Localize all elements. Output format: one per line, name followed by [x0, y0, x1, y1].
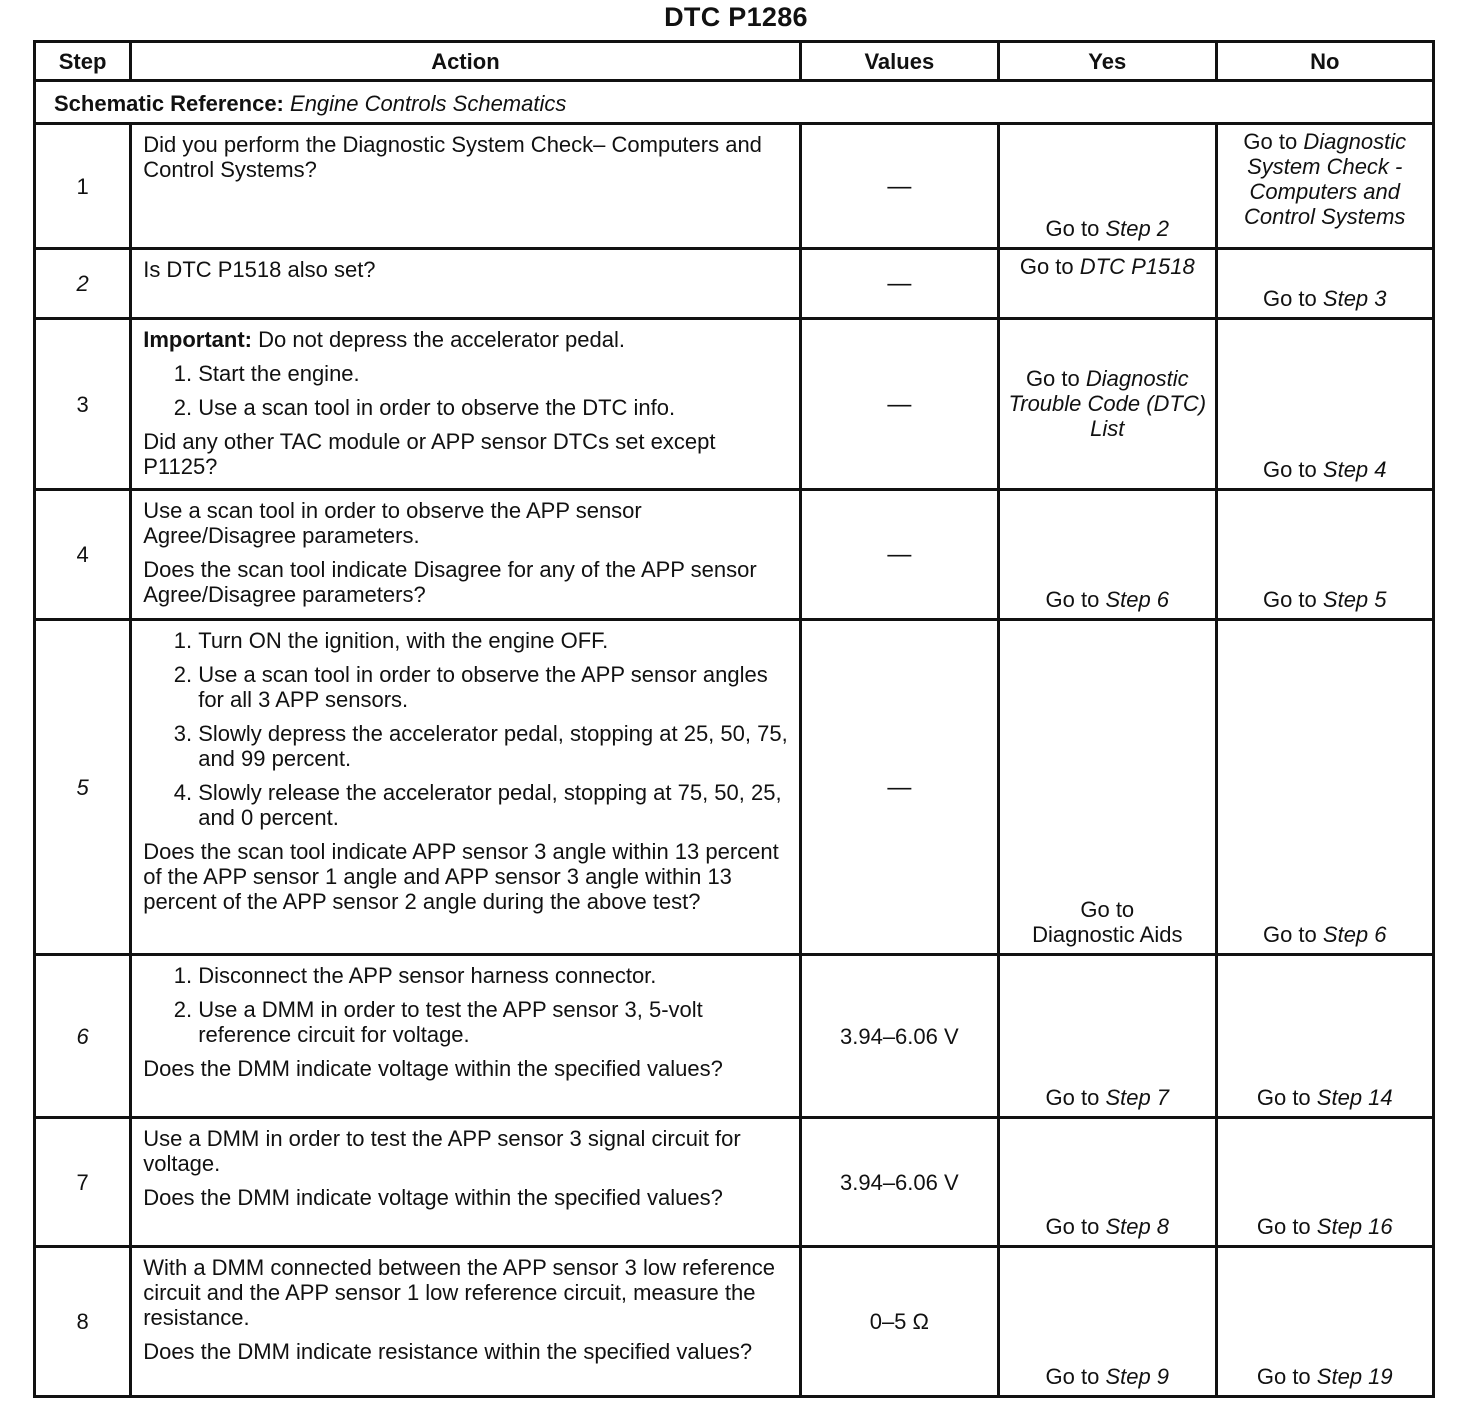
question-text: Does the DMM indicate resistance within the specified values?: [143, 1339, 753, 1364]
table-row: [35, 1118, 1434, 1247]
go-to-label: Go to: [1262, 457, 1317, 482]
question-text: Does the scan tool indicate APP sensor 3 angle within 13 percent of the APP sensor 1 angle and APP sensor 3 angle within 13 percent of the APP sensor 2 angle during the above test?: [143, 839, 779, 914]
action-cell: [131, 620, 800, 955]
important-text: Do not depress the accelerator pedal.: [258, 327, 625, 352]
step-number: 2: [35, 249, 131, 319]
go-to-label: Go to: [1045, 216, 1100, 241]
header-values: Values: [800, 42, 998, 81]
action-text: Use a scan tool in order to observe the APP sensor Agree/Disagree parameters.: [143, 498, 642, 548]
yes-link[interactable]: Diagnostic Aids: [1032, 922, 1183, 947]
go-to-label: Go to: [1045, 1214, 1100, 1239]
yes-link[interactable]: DTC P1518: [1079, 254, 1195, 279]
header-no: No: [1216, 42, 1434, 81]
action-cell: [131, 319, 800, 490]
table-row: [35, 490, 1434, 620]
action-text: With a DMM connected between the APP sensor 3 low reference circuit and the APP sensor 1 low reference circuit, measure the resistance.: [143, 1255, 776, 1330]
procedure-list: [143, 963, 792, 1047]
list-item: 1. Disconnect the APP sensor harness connector.: [198, 963, 792, 988]
list-item: 2. Use a scan tool in order to observe the APP sensor angles for all 3 APP sensors.: [198, 662, 792, 712]
schematic-reference-row: [35, 81, 1434, 124]
value-cell: —: [800, 319, 998, 490]
go-to-label: Go to: [1256, 1085, 1311, 1110]
list-item: 3. Slowly depress the accelerator pedal, stopping at 25, 50, 75, and 99 percent.: [198, 721, 792, 771]
header-step: Step: [35, 42, 131, 81]
action-cell: [131, 1118, 800, 1247]
header-action: Action: [131, 42, 800, 81]
no-cell: [1216, 1247, 1434, 1397]
question-text: Did any other TAC module or APP sensor DTCs set except P1125?: [143, 429, 716, 479]
yes-link[interactable]: Step 7: [1105, 1085, 1170, 1110]
value-cell: —: [800, 249, 998, 319]
table-row: [35, 1247, 1434, 1397]
page-title: DTC P1286: [664, 2, 808, 32]
no-cell: [1216, 1118, 1434, 1247]
value-cell: 0–5 Ω: [800, 1247, 998, 1397]
yes-cell: [999, 319, 1216, 490]
table-row: [35, 249, 1434, 319]
table-row: [35, 620, 1434, 955]
action-cell: [131, 1247, 800, 1397]
yes-link[interactable]: Step 8: [1105, 1214, 1170, 1239]
yes-cell: [999, 955, 1216, 1118]
go-to-label: Go to: [1243, 129, 1298, 154]
go-to-label: Go to: [1262, 286, 1317, 311]
step-number: 8: [35, 1247, 131, 1397]
list-item: 2. Use a scan tool in order to observe the DTC info.: [198, 395, 792, 420]
list-item: 2. Use a DMM in order to test the APP sensor 3, 5-volt reference circuit for voltage.: [198, 997, 792, 1047]
go-to-label: Go to: [1025, 365, 1080, 391]
action-text: Use a DMM in order to test the APP sensor 3 signal circuit for voltage.: [143, 1126, 741, 1176]
go-to-label: Go to: [1262, 922, 1317, 947]
no-link[interactable]: Step 19: [1316, 1364, 1393, 1389]
go-to-label: Go to: [1019, 254, 1074, 279]
step-number: 4: [35, 490, 131, 620]
value-cell: 3.94–6.06 V: [800, 1118, 998, 1247]
value-cell: 3.94–6.06 V: [800, 955, 998, 1118]
no-link[interactable]: Diagnostic System Check - Computers and Control Systems: [1244, 129, 1407, 229]
schematic-reference-label: Schematic Reference:: [54, 90, 284, 116]
question-text: Does the DMM indicate voltage within the specified values?: [143, 1056, 723, 1081]
yes-link[interactable]: Step 6: [1105, 587, 1170, 612]
important-label: Important:: [143, 327, 252, 352]
go-to-label: Go to: [1256, 1214, 1311, 1239]
action-cell: [131, 490, 800, 620]
yes-cell: [999, 249, 1216, 319]
step-number: 3: [35, 319, 131, 490]
step-number: 5: [35, 620, 131, 955]
no-cell: [1216, 249, 1434, 319]
no-link[interactable]: Step 16: [1316, 1214, 1393, 1239]
action-cell: [131, 249, 800, 319]
value-cell: —: [800, 490, 998, 620]
procedure-list: [143, 628, 792, 830]
action-cell: [131, 124, 800, 249]
table-row: [35, 319, 1434, 490]
no-cell: [1216, 955, 1434, 1118]
go-to-label: Go to: [1045, 1085, 1100, 1110]
no-cell: [1216, 620, 1434, 955]
step-number: 7: [35, 1118, 131, 1247]
no-link[interactable]: Step 4: [1322, 457, 1387, 482]
diagnostic-table: [33, 40, 1435, 1398]
yes-link[interactable]: Step 9: [1105, 1364, 1170, 1389]
procedure-list: [143, 361, 792, 420]
no-cell: [1216, 319, 1434, 490]
list-item: 4. Slowly release the accelerator pedal, stopping at 75, 50, 25, and 0 percent.: [198, 780, 792, 830]
header-row: [35, 42, 1434, 81]
no-link[interactable]: Step 6: [1322, 922, 1387, 947]
table-row: [35, 124, 1434, 249]
yes-cell: [999, 490, 1216, 620]
step-number: 1: [35, 124, 131, 249]
go-to-label: Go to: [1045, 587, 1100, 612]
action-cell: [131, 955, 800, 1118]
header-yes: Yes: [999, 42, 1216, 81]
list-item: 1. Turn ON the ignition, with the engine OFF.: [198, 628, 792, 653]
schematic-reference: [35, 81, 1434, 124]
step-number: 6: [35, 955, 131, 1118]
value-cell: —: [800, 620, 998, 955]
go-to-label: Go to: [1080, 897, 1135, 922]
schematic-reference-link[interactable]: Engine Controls Schematics: [290, 90, 567, 116]
list-item: 1. Start the engine.: [198, 361, 792, 386]
action-text: Is DTC P1518 also set?: [143, 257, 376, 282]
yes-link[interactable]: Diagnostic Trouble Code (DTC) List: [1008, 365, 1207, 441]
yes-cell: [999, 1247, 1216, 1397]
yes-cell: [999, 1118, 1216, 1247]
no-link[interactable]: Step 3: [1322, 286, 1387, 311]
no-cell: [1216, 124, 1434, 249]
go-to-label: Go to: [1045, 1364, 1100, 1389]
go-to-label: Go to: [1262, 587, 1317, 612]
no-link[interactable]: Step 14: [1316, 1085, 1393, 1110]
go-to-label: Go to: [1256, 1364, 1311, 1389]
yes-cell: [999, 620, 1216, 955]
action-text: Did you perform the Diagnostic System Check– Computers and Control Systems?: [143, 132, 762, 182]
question-text: Does the DMM indicate voltage within the specified values?: [143, 1185, 723, 1210]
no-link[interactable]: Step 5: [1322, 587, 1387, 612]
yes-link[interactable]: Step 2: [1105, 216, 1170, 241]
value-cell: —: [800, 124, 998, 249]
yes-cell: [999, 124, 1216, 249]
question-text: Does the scan tool indicate Disagree for any of the APP sensor Agree/Disagree parameters?: [143, 557, 757, 607]
no-cell: [1216, 490, 1434, 620]
important-note: [143, 327, 792, 352]
table-row: [35, 955, 1434, 1118]
